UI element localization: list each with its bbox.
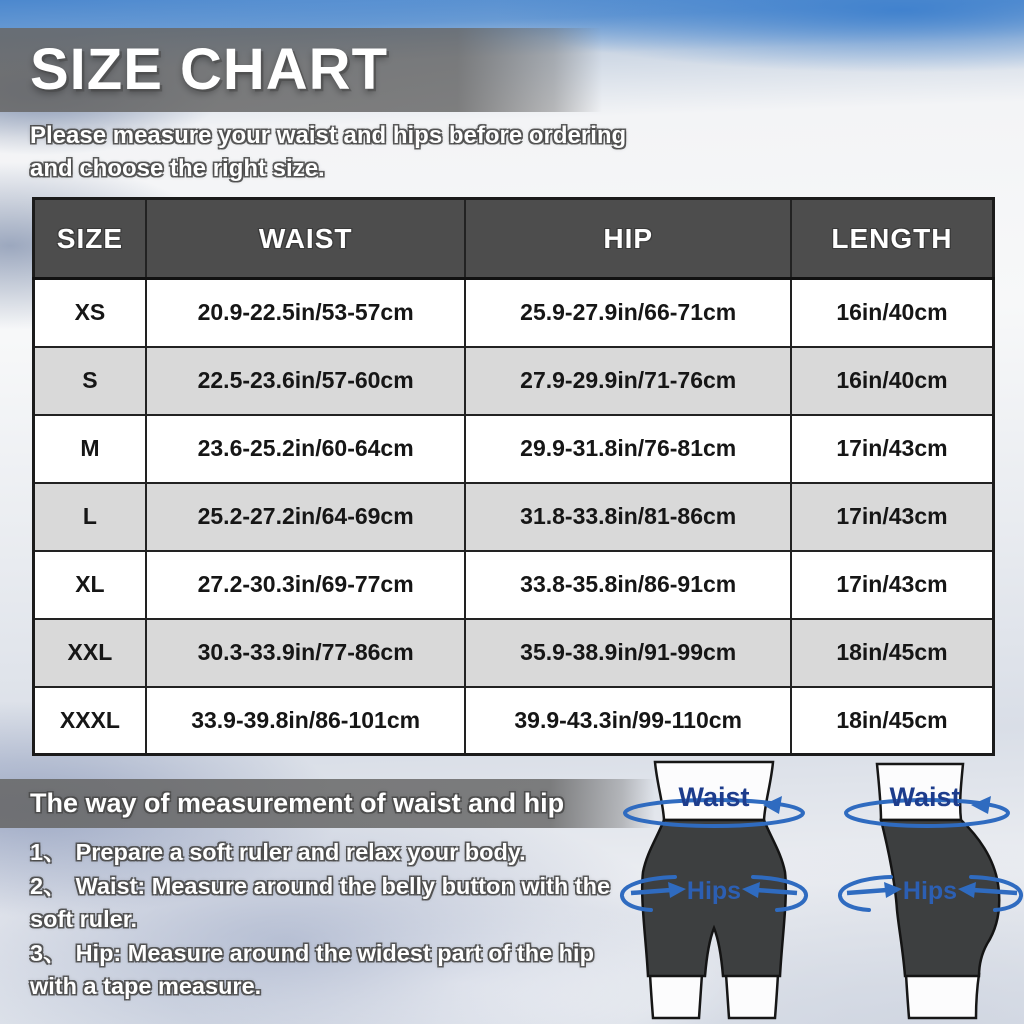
table-row <box>34 279 994 347</box>
step-text: Prepare a soft ruler and relax your body. <box>75 839 526 865</box>
cell-size: S <box>34 347 146 415</box>
table-row <box>34 687 994 755</box>
side-waist-label: Waist <box>889 782 961 812</box>
front-hips-left-arrow <box>631 890 671 893</box>
guide-steps <box>30 836 644 1004</box>
cell-length: 17in/43cm <box>791 415 994 483</box>
cell-waist: 22.5-23.6in/57-60cm <box>146 347 466 415</box>
cell-hip: 33.8-35.8in/86-91cm <box>465 551 790 619</box>
column-header-size: SIZE <box>34 199 146 279</box>
size-table <box>32 197 995 756</box>
front-left-leg <box>650 974 702 1018</box>
cell-waist: 23.6-25.2in/60-64cm <box>146 415 466 483</box>
measurement-diagram <box>615 758 1024 1024</box>
page-title: SIZE CHART <box>30 37 388 102</box>
cell-length: 18in/45cm <box>791 687 994 755</box>
cell-size: XL <box>34 551 146 619</box>
cell-hip: 31.8-33.8in/81-86cm <box>465 483 790 551</box>
table-row <box>34 483 994 551</box>
cell-size: L <box>34 483 146 551</box>
table-row <box>34 551 994 619</box>
front-right-leg <box>726 974 778 1018</box>
cell-size: M <box>34 415 146 483</box>
side-hips-right-arrow <box>973 890 1017 893</box>
subtitle-line-2: and choose the right size. <box>30 155 325 182</box>
front-view-figure <box>622 762 806 1018</box>
step-number: 1、 <box>30 839 67 865</box>
subtitle-line-1: Please measure your waist and hips before ordering <box>30 122 627 149</box>
size-table-container <box>32 197 995 756</box>
column-header-length: LENGTH <box>791 199 994 279</box>
cell-length: 18in/45cm <box>791 619 994 687</box>
cell-hip: 35.9-38.9in/91-99cm <box>465 619 790 687</box>
guide-banner <box>0 779 655 828</box>
step-text: Hip: Measure around the widest part of the hip with a tape measure. <box>30 939 594 999</box>
guide-heading: The way of measurement of waist and hip <box>30 788 565 818</box>
side-hips-label: Hips <box>902 877 958 905</box>
front-hips-right-arrow <box>757 890 797 893</box>
cell-waist: 33.9-39.8in/86-101cm <box>146 687 466 755</box>
cell-waist: 27.2-30.3in/69-77cm <box>146 551 466 619</box>
cell-hip: 39.9-43.3in/99-110cm <box>465 687 790 755</box>
cell-size: XXXL <box>34 687 146 755</box>
cell-hip: 27.9-29.9in/71-76cm <box>465 347 790 415</box>
guide-step-1 <box>30 836 644 870</box>
subtitle <box>30 119 650 185</box>
guide-step-2 <box>30 870 644 937</box>
step-text: Waist: Measure around the belly button with the soft ruler. <box>30 872 611 932</box>
side-view-figure <box>840 764 1021 1018</box>
title-banner <box>0 28 602 112</box>
cell-length: 17in/43cm <box>791 483 994 551</box>
cell-length: 16in/40cm <box>791 279 994 347</box>
cell-hip: 29.9-31.8in/76-81cm <box>465 415 790 483</box>
cell-size: XS <box>34 279 146 347</box>
cell-waist: 30.3-33.9in/77-86cm <box>146 619 466 687</box>
cell-waist: 25.2-27.2in/64-69cm <box>146 483 466 551</box>
table-row <box>34 347 994 415</box>
cell-size: XXL <box>34 619 146 687</box>
side-leg <box>906 974 979 1018</box>
cell-hip: 25.9-27.9in/66-71cm <box>465 279 790 347</box>
table-row <box>34 415 994 483</box>
cell-waist: 20.9-22.5in/53-57cm <box>146 279 466 347</box>
step-number: 3、 <box>30 939 67 966</box>
cell-length: 17in/43cm <box>791 551 994 619</box>
side-hips-left-arrow <box>847 890 887 893</box>
column-header-waist: WAIST <box>146 199 466 279</box>
guide-step-3 <box>30 937 644 1004</box>
front-waist-label: Waist <box>678 782 750 812</box>
column-header-hip: HIP <box>465 199 790 279</box>
step-number: 2、 <box>30 872 67 899</box>
cell-length: 16in/40cm <box>791 347 994 415</box>
table-header-row <box>34 199 994 279</box>
front-hips-label: Hips <box>686 877 742 905</box>
side-waist-arrowhead-icon <box>971 796 991 814</box>
table-row <box>34 619 994 687</box>
